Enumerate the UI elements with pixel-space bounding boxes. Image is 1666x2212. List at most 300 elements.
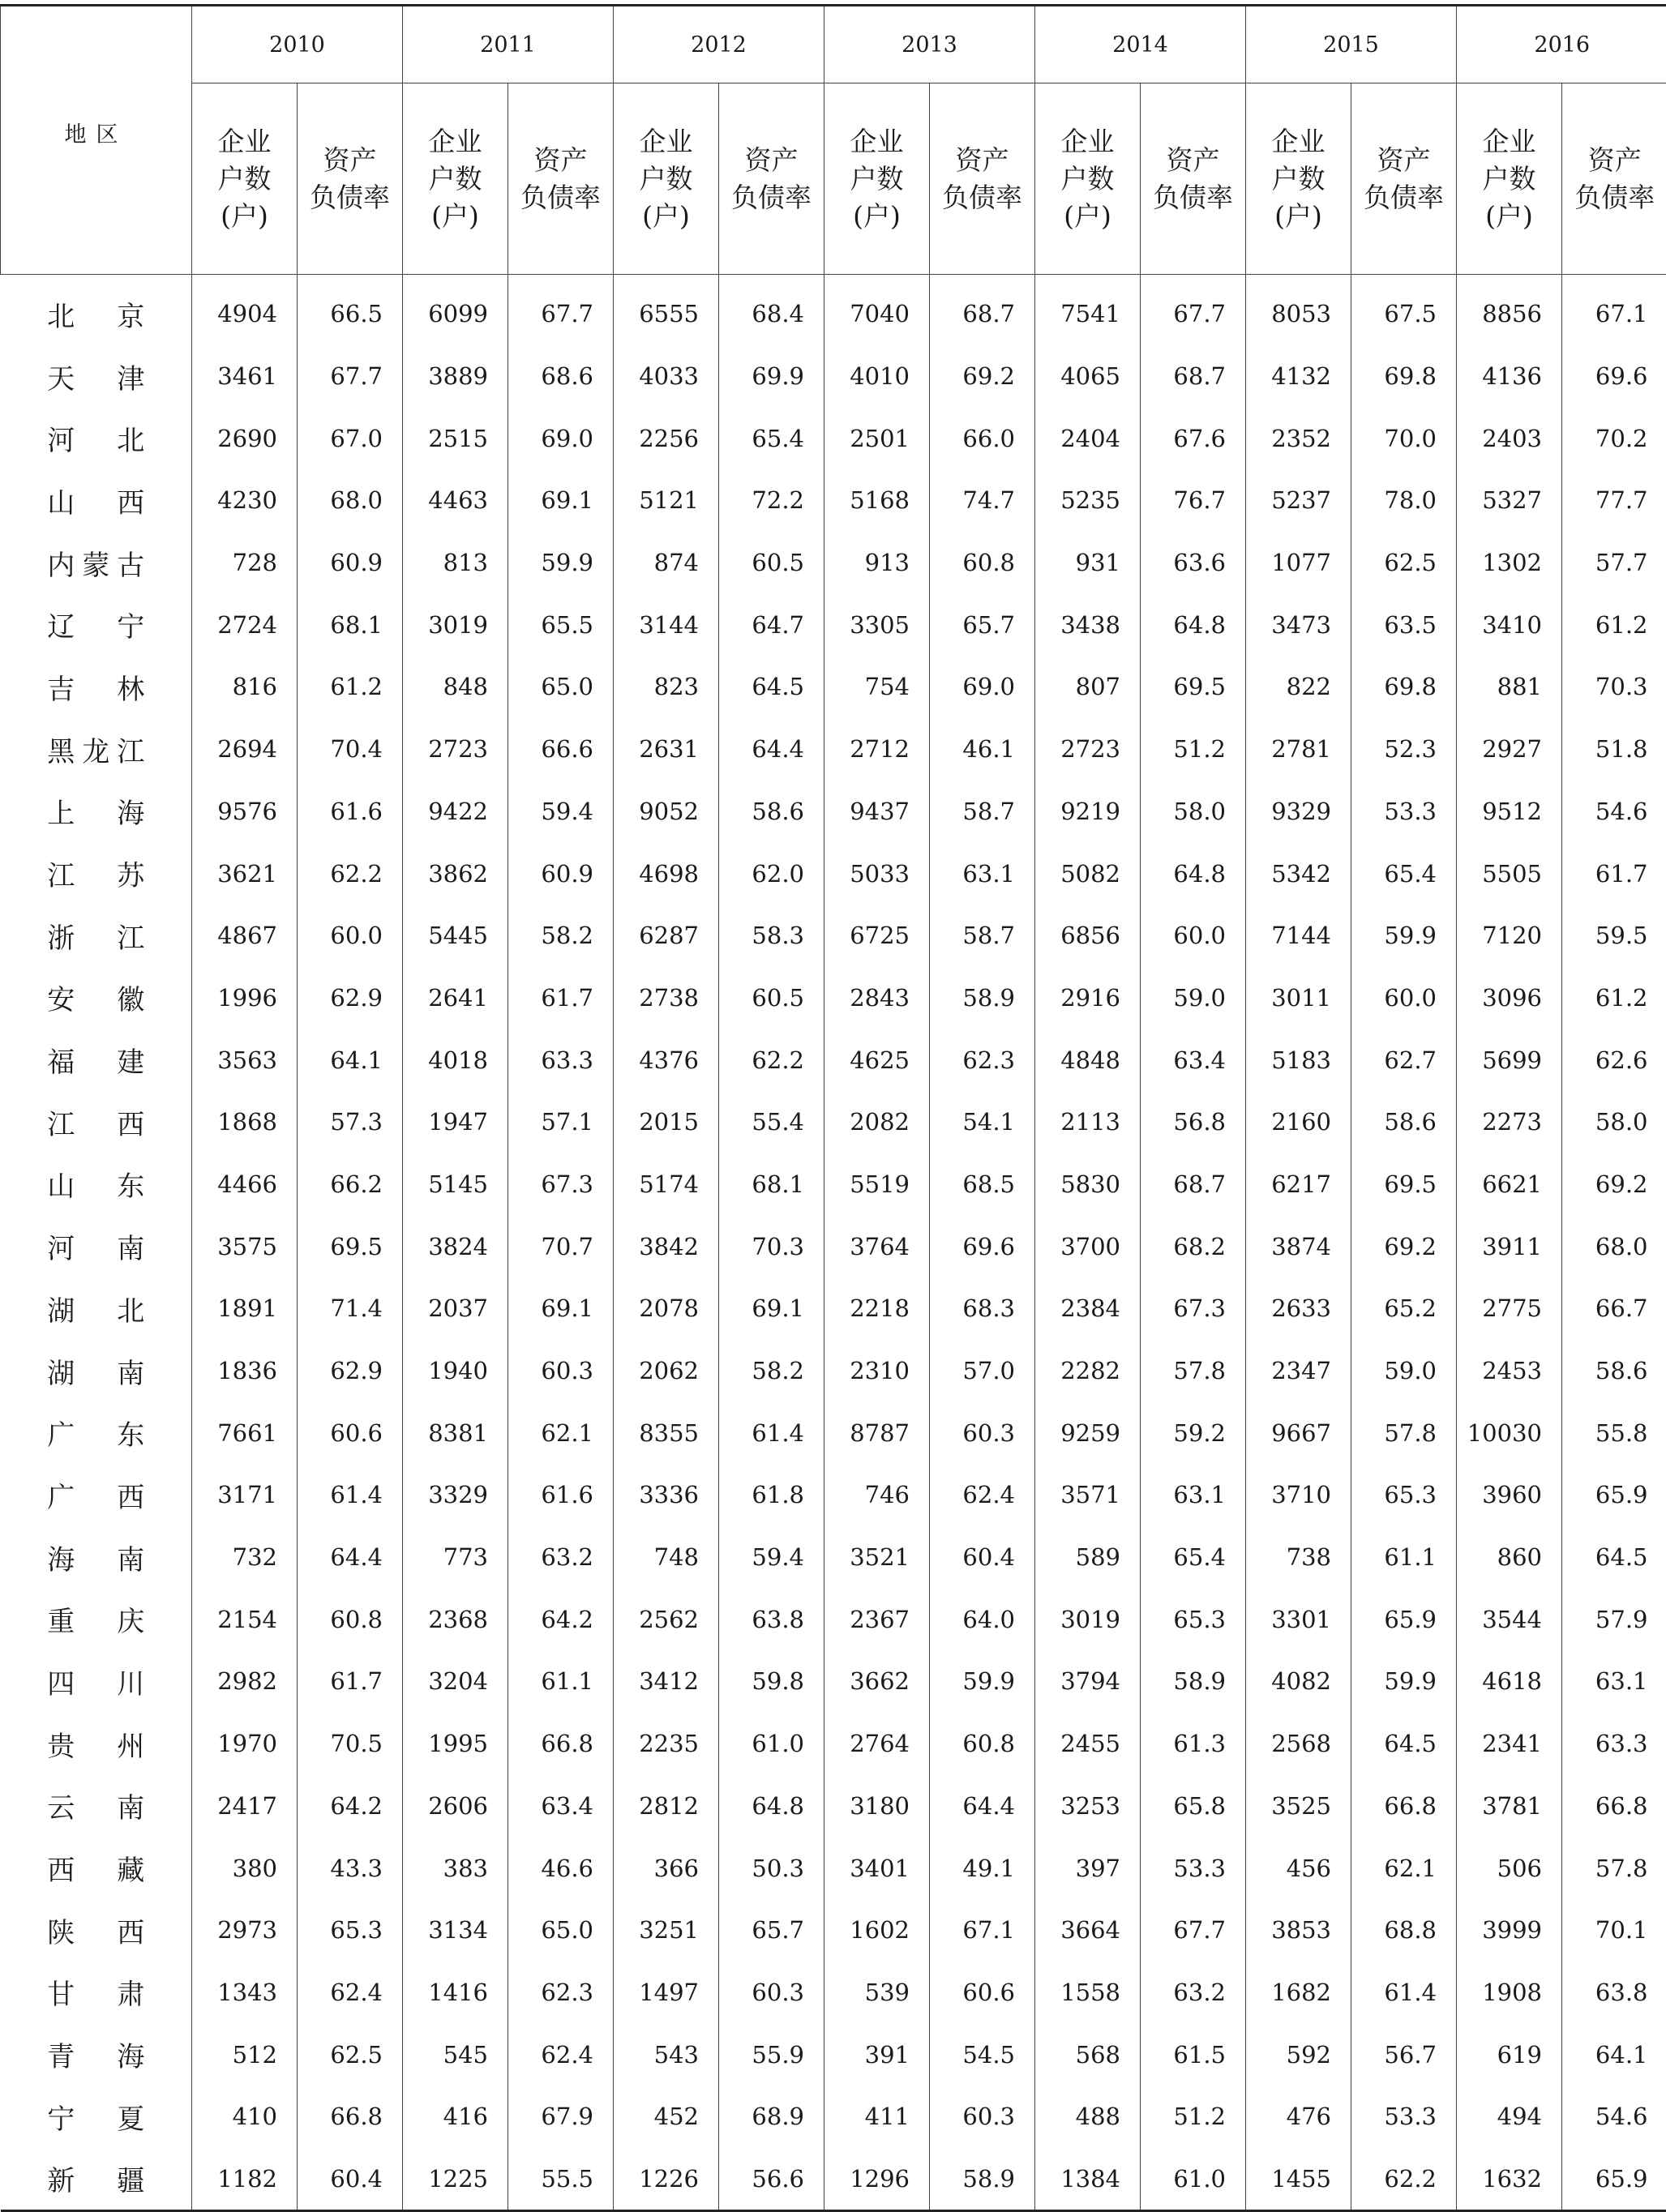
table-row [1, 781, 1666, 843]
region-name: 宁夏 [47, 2097, 144, 2137]
enterprise-count-cell: 3336 [614, 1464, 719, 1526]
debt-ratio-cell: 58.9 [930, 2148, 1035, 2211]
region-name: 江西 [47, 1102, 144, 1142]
debt-ratio-cell: 61.7 [298, 1650, 403, 1713]
enterprise-count-cell: 2015 [614, 1091, 719, 1153]
debt-ratio-cell: 77.7 [1562, 469, 1666, 532]
debt-ratio-cell: 70.3 [1562, 656, 1666, 718]
table-row [1, 1277, 1666, 1340]
enterprise-count-cell: 494 [1457, 2086, 1562, 2148]
debt-ratio-cell: 63.8 [719, 1588, 824, 1650]
table-row [1, 967, 1666, 1029]
enterprise-count-cell: 5327 [1457, 469, 1562, 532]
debt-ratio-cell: 61.0 [719, 1713, 824, 1775]
enterprise-count-cell: 2282 [1035, 1340, 1141, 1402]
enterprise-count-cell: 2256 [614, 407, 719, 469]
enterprise-count-cell: 3251 [614, 1899, 719, 1962]
enterprise-count-cell: 1908 [1457, 1962, 1562, 2024]
debt-ratio-cell: 62.6 [1562, 1029, 1666, 1091]
header-line: 户数 [1039, 160, 1137, 198]
header-line: 户数 [1460, 160, 1558, 198]
enterprise-count-cell: 2641 [403, 967, 508, 1029]
enterprise-count-cell: 1416 [403, 1962, 508, 2024]
debt-ratio-cell: 53.3 [1141, 1837, 1246, 1899]
region-cell [1, 1775, 192, 1838]
debt-ratio-header [298, 83, 403, 275]
region-cell [1, 1340, 192, 1402]
debt-ratio-cell: 67.6 [1141, 407, 1246, 469]
enterprise-count-cell: 4230 [192, 469, 298, 532]
enterprise-count-cell: 2738 [614, 967, 719, 1029]
debt-ratio-cell: 50.3 [719, 1837, 824, 1899]
debt-ratio-cell: 66.5 [298, 275, 403, 345]
year-header: 2013 [824, 6, 1035, 83]
header-line: 企业 [1039, 123, 1137, 160]
header-line: 户数 [195, 160, 293, 198]
debt-ratio-cell: 70.2 [1562, 407, 1666, 469]
enterprise-count-cell: 3438 [1035, 593, 1141, 656]
year-header: 2011 [403, 6, 614, 83]
header-line: 户数 [1249, 160, 1347, 198]
debt-ratio-cell: 54.5 [930, 2023, 1035, 2086]
enterprise-count-header [614, 83, 719, 275]
region-name: 海南 [47, 1538, 144, 1577]
region-name: 甘肃 [47, 1972, 144, 2012]
enterprise-count-cell: 7661 [192, 1401, 298, 1464]
enterprise-count-cell: 773 [403, 1526, 508, 1589]
enterprise-count-cell: 3301 [1246, 1588, 1351, 1650]
enterprise-count-cell: 5235 [1035, 469, 1141, 532]
enterprise-count-cell: 2633 [1246, 1277, 1351, 1340]
enterprise-count-cell: 4136 [1457, 345, 1562, 408]
region-cell [1, 842, 192, 905]
table-row [1, 1713, 1666, 1775]
debt-ratio-cell: 60.8 [930, 1713, 1035, 1775]
debt-ratio-cell: 58.3 [719, 905, 824, 967]
table-row [1, 718, 1666, 781]
debt-ratio-cell: 61.5 [1141, 2023, 1246, 2086]
enterprise-count-cell: 2403 [1457, 407, 1562, 469]
header-line: (户) [1249, 198, 1347, 235]
enterprise-count-cell: 9512 [1457, 781, 1562, 843]
debt-ratio-cell: 65.8 [1141, 1775, 1246, 1838]
table-row [1, 905, 1666, 967]
enterprise-count-cell: 4466 [192, 1153, 298, 1216]
debt-ratio-cell: 65.2 [1351, 1277, 1457, 1340]
region-name: 福建 [47, 1040, 144, 1080]
debt-ratio-cell: 62.4 [930, 1464, 1035, 1526]
table-row [1, 1962, 1666, 2024]
enterprise-count-cell: 2235 [614, 1713, 719, 1775]
header-line: 企业 [1249, 123, 1347, 160]
enterprise-count-cell: 8787 [824, 1401, 930, 1464]
debt-ratio-cell: 68.7 [1141, 1153, 1246, 1216]
enterprise-count-cell: 5033 [824, 842, 930, 905]
enterprise-count-cell: 2455 [1035, 1713, 1141, 1775]
debt-ratio-cell: 60.8 [298, 1588, 403, 1650]
region-cell [1, 532, 192, 594]
debt-ratio-cell: 67.7 [1141, 1899, 1246, 1962]
region-cell [1, 1153, 192, 1216]
debt-ratio-cell: 61.6 [508, 1464, 614, 1526]
enterprise-count-cell: 1891 [192, 1277, 298, 1340]
region-cell [1, 1215, 192, 1277]
debt-ratio-cell: 53.3 [1351, 781, 1457, 843]
debt-ratio-cell: 66.7 [1562, 1277, 1666, 1340]
debt-ratio-cell: 65.3 [1141, 1588, 1246, 1650]
enterprise-count-cell: 592 [1246, 2023, 1351, 2086]
enterprise-count-cell: 3999 [1457, 1899, 1562, 1962]
region-cell [1, 593, 192, 656]
debt-ratio-cell: 70.0 [1351, 407, 1457, 469]
debt-ratio-cell: 65.5 [508, 593, 614, 656]
enterprise-count-cell: 3853 [1246, 1899, 1351, 1962]
debt-ratio-cell: 64.2 [298, 1775, 403, 1838]
enterprise-count-cell: 6555 [614, 275, 719, 345]
enterprise-count-cell: 2973 [192, 1899, 298, 1962]
table-header [1, 6, 1666, 275]
table-row [1, 1340, 1666, 1402]
enterprise-count-cell: 2078 [614, 1277, 719, 1340]
enterprise-count-cell: 1940 [403, 1340, 508, 1402]
header-line: 资产 [933, 142, 1031, 179]
table-row [1, 532, 1666, 594]
header-line: 资产 [512, 142, 610, 179]
enterprise-count-cell: 1226 [614, 2148, 719, 2211]
debt-ratio-cell: 65.3 [298, 1899, 403, 1962]
debt-ratio-cell: 63.1 [930, 842, 1035, 905]
enterprise-count-cell: 2218 [824, 1277, 930, 1340]
enterprise-count-cell: 1077 [1246, 532, 1351, 594]
enterprise-count-cell: 2712 [824, 718, 930, 781]
enterprise-count-cell: 506 [1457, 1837, 1562, 1899]
enterprise-count-cell: 3461 [192, 345, 298, 408]
enterprise-count-cell: 5168 [824, 469, 930, 532]
enterprise-count-cell: 2367 [824, 1588, 930, 1650]
enterprise-count-cell: 4082 [1246, 1650, 1351, 1713]
enterprise-count-cell: 807 [1035, 656, 1141, 718]
debt-ratio-cell: 58.6 [1351, 1091, 1457, 1153]
enterprise-count-cell: 748 [614, 1526, 719, 1589]
debt-ratio-cell: 67.3 [1141, 1277, 1246, 1340]
debt-ratio-cell: 61.4 [298, 1464, 403, 1526]
enterprise-count-cell: 2631 [614, 718, 719, 781]
debt-ratio-cell: 60.9 [298, 532, 403, 594]
header-line: 负债率 [1565, 179, 1664, 216]
enterprise-count-header [824, 83, 930, 275]
debt-ratio-cell: 54.6 [1562, 2086, 1666, 2148]
debt-ratio-cell: 63.2 [1141, 1962, 1246, 2024]
region-name: 河北 [47, 418, 144, 458]
table-row [1, 1153, 1666, 1216]
enterprise-count-cell: 411 [824, 2086, 930, 2148]
debt-ratio-cell: 58.9 [930, 967, 1035, 1029]
region-name: 广东 [47, 1413, 144, 1453]
enterprise-count-cell: 3874 [1246, 1215, 1351, 1277]
enterprise-count-cell: 2384 [1035, 1277, 1141, 1340]
enterprise-count-cell: 2082 [824, 1091, 930, 1153]
debt-ratio-cell: 62.4 [298, 1962, 403, 2024]
debt-ratio-cell: 67.1 [1562, 275, 1666, 345]
debt-ratio-cell: 64.5 [719, 656, 824, 718]
debt-ratio-cell: 67.5 [1351, 275, 1457, 345]
enterprise-count-cell: 3521 [824, 1526, 930, 1589]
debt-ratio-cell: 59.9 [1351, 1650, 1457, 1713]
region-cell [1, 1713, 192, 1775]
enterprise-count-cell: 1343 [192, 1962, 298, 2024]
enterprise-count-cell: 4010 [824, 345, 930, 408]
enterprise-count-cell: 6217 [1246, 1153, 1351, 1216]
region-cell [1, 2086, 192, 2148]
debt-ratio-cell: 65.9 [1351, 1588, 1457, 1650]
debt-ratio-cell: 60.3 [930, 1401, 1035, 1464]
debt-ratio-header [1141, 83, 1246, 275]
debt-ratio-cell: 64.5 [1562, 1526, 1666, 1589]
debt-ratio-cell: 69.8 [1351, 345, 1457, 408]
header-line: 资产 [722, 142, 820, 179]
debt-ratio-cell: 62.2 [719, 1029, 824, 1091]
region-cell [1, 1650, 192, 1713]
debt-ratio-cell: 62.0 [719, 842, 824, 905]
enterprise-count-cell: 848 [403, 656, 508, 718]
region-name: 山东 [47, 1164, 144, 1204]
header-line: 企业 [406, 123, 504, 160]
region-cell [1, 1837, 192, 1899]
region-name: 山西 [47, 481, 144, 520]
enterprise-count-cell: 1384 [1035, 2148, 1141, 2211]
enterprise-count-cell: 2927 [1457, 718, 1562, 781]
debt-ratio-cell: 60.6 [930, 1962, 1035, 2024]
enterprise-count-cell: 3621 [192, 842, 298, 905]
region-cell [1, 2023, 192, 2086]
table-row [1, 1837, 1666, 1899]
enterprise-count-cell: 7144 [1246, 905, 1351, 967]
debt-ratio-cell: 71.4 [298, 1277, 403, 1340]
debt-ratio-cell: 65.4 [1141, 1526, 1246, 1589]
header-line: 资产 [1144, 142, 1242, 179]
debt-ratio-cell: 56.7 [1351, 2023, 1457, 2086]
enterprise-count-cell: 860 [1457, 1526, 1562, 1589]
debt-ratio-cell: 67.0 [298, 407, 403, 469]
debt-ratio-cell: 62.2 [1351, 2148, 1457, 2211]
year-header: 2014 [1035, 6, 1246, 83]
enterprise-count-cell: 4132 [1246, 345, 1351, 408]
debt-ratio-cell: 55.9 [719, 2023, 824, 2086]
debt-ratio-header [508, 83, 614, 275]
debt-ratio-cell: 65.9 [1562, 1464, 1666, 1526]
enterprise-count-cell: 823 [614, 656, 719, 718]
year-header: 2010 [192, 6, 403, 83]
enterprise-count-cell: 9219 [1035, 781, 1141, 843]
enterprise-count-cell: 3473 [1246, 593, 1351, 656]
region-name: 上海 [47, 791, 144, 831]
enterprise-count-cell: 813 [403, 532, 508, 594]
debt-ratio-cell: 58.2 [508, 905, 614, 967]
debt-ratio-cell: 59.9 [508, 532, 614, 594]
enterprise-count-cell: 1602 [824, 1899, 930, 1962]
debt-ratio-cell: 57.1 [508, 1091, 614, 1153]
enterprise-count-cell: 913 [824, 532, 930, 594]
debt-ratio-cell: 65.0 [508, 656, 614, 718]
debt-ratio-cell: 64.4 [930, 1775, 1035, 1838]
enterprise-count-cell: 738 [1246, 1526, 1351, 1589]
enterprise-count-cell: 2775 [1457, 1277, 1562, 1340]
header-line: 资产 [301, 142, 399, 179]
enterprise-count-cell: 3329 [403, 1464, 508, 1526]
debt-ratio-cell: 65.7 [719, 1899, 824, 1962]
header-line: 负债率 [301, 179, 399, 216]
enterprise-count-cell: 4867 [192, 905, 298, 967]
debt-ratio-cell: 64.7 [719, 593, 824, 656]
enterprise-count-cell: 2347 [1246, 1340, 1351, 1402]
region-cell [1, 1464, 192, 1526]
enterprise-count-cell: 1947 [403, 1091, 508, 1153]
enterprise-count-cell: 383 [403, 1837, 508, 1899]
enterprise-count-cell: 568 [1035, 2023, 1141, 2086]
debt-ratio-cell: 69.1 [508, 469, 614, 532]
region-name: 新疆 [47, 2159, 144, 2198]
debt-ratio-cell: 64.0 [930, 1588, 1035, 1650]
debt-ratio-cell: 62.2 [298, 842, 403, 905]
enterprise-count-cell: 3842 [614, 1215, 719, 1277]
debt-ratio-cell: 69.0 [508, 407, 614, 469]
debt-ratio-cell: 67.1 [930, 1899, 1035, 1962]
enterprise-count-cell: 1836 [192, 1340, 298, 1402]
enterprise-count-cell: 6099 [403, 275, 508, 345]
debt-ratio-cell: 60.5 [719, 967, 824, 1029]
enterprise-count-cell: 4018 [403, 1029, 508, 1091]
enterprise-count-cell: 816 [192, 656, 298, 718]
region-cell [1, 1091, 192, 1153]
debt-ratio-cell: 76.7 [1141, 469, 1246, 532]
debt-ratio-cell: 66.8 [1562, 1775, 1666, 1838]
enterprise-count-cell: 4625 [824, 1029, 930, 1091]
enterprise-count-cell: 2062 [614, 1340, 719, 1402]
debt-ratio-cell: 69.2 [930, 345, 1035, 408]
debt-ratio-cell: 61.7 [508, 967, 614, 1029]
debt-ratio-cell: 54.1 [930, 1091, 1035, 1153]
debt-ratio-cell: 58.2 [719, 1340, 824, 1402]
debt-ratio-cell: 57.8 [1141, 1340, 1246, 1402]
enterprise-count-cell: 488 [1035, 2086, 1141, 2148]
region-column-header: 地区 [1, 6, 192, 275]
debt-ratio-cell: 61.2 [298, 656, 403, 718]
debt-ratio-cell: 59.0 [1351, 1340, 1457, 1402]
region-name: 河南 [47, 1226, 144, 1266]
enterprise-count-cell: 3563 [192, 1029, 298, 1091]
debt-ratio-cell: 55.8 [1562, 1401, 1666, 1464]
debt-ratio-cell: 59.8 [719, 1650, 824, 1713]
debt-ratio-cell: 64.8 [719, 1775, 824, 1838]
debt-ratio-cell: 64.8 [1141, 593, 1246, 656]
header-line: 企业 [617, 123, 715, 160]
enterprise-count-cell: 4618 [1457, 1650, 1562, 1713]
debt-ratio-cell: 67.9 [508, 2086, 614, 2148]
enterprise-count-cell: 874 [614, 532, 719, 594]
enterprise-count-cell: 397 [1035, 1837, 1141, 1899]
enterprise-count-cell: 1970 [192, 1713, 298, 1775]
debt-ratio-cell: 67.7 [1141, 275, 1246, 345]
region-name: 四川 [47, 1662, 144, 1701]
debt-ratio-cell: 56.8 [1141, 1091, 1246, 1153]
enterprise-count-cell: 3134 [403, 1899, 508, 1962]
enterprise-count-cell: 9667 [1246, 1401, 1351, 1464]
debt-ratio-cell: 65.4 [1351, 842, 1457, 905]
year-header: 2016 [1457, 6, 1666, 83]
enterprise-count-cell: 7120 [1457, 905, 1562, 967]
debt-ratio-cell: 62.1 [508, 1401, 614, 1464]
debt-ratio-cell: 55.4 [719, 1091, 824, 1153]
enterprise-count-cell: 5519 [824, 1153, 930, 1216]
enterprise-count-cell: 9259 [1035, 1401, 1141, 1464]
region-cell [1, 905, 192, 967]
debt-ratio-cell: 63.8 [1562, 1962, 1666, 2024]
enterprise-count-cell: 4904 [192, 275, 298, 345]
region-name: 江苏 [47, 854, 144, 893]
region-name: 湖北 [47, 1289, 144, 1328]
enterprise-count-cell: 5830 [1035, 1153, 1141, 1216]
debt-ratio-cell: 69.1 [508, 1277, 614, 1340]
header-line: 户数 [617, 160, 715, 198]
debt-ratio-cell: 58.7 [930, 905, 1035, 967]
header-line: 负债率 [512, 179, 610, 216]
enterprise-count-cell: 2453 [1457, 1340, 1562, 1402]
debt-ratio-cell: 60.4 [298, 2148, 403, 2211]
enterprise-count-cell: 881 [1457, 656, 1562, 718]
debt-ratio-cell: 61.8 [719, 1464, 824, 1526]
debt-ratio-cell: 69.5 [1141, 656, 1246, 718]
header-line: (户) [828, 198, 926, 235]
enterprise-count-cell: 3664 [1035, 1899, 1141, 1962]
debt-ratio-cell: 63.5 [1351, 593, 1457, 656]
data-table [0, 4, 1666, 2212]
enterprise-count-cell: 2982 [192, 1650, 298, 1713]
header-line: 负债率 [933, 179, 1031, 216]
debt-ratio-cell: 63.4 [508, 1775, 614, 1838]
enterprise-count-cell: 5699 [1457, 1029, 1562, 1091]
enterprise-count-cell: 3862 [403, 842, 508, 905]
enterprise-count-cell: 5174 [614, 1153, 719, 1216]
enterprise-count-cell: 3171 [192, 1464, 298, 1526]
debt-ratio-cell: 66.8 [1351, 1775, 1457, 1838]
debt-ratio-cell: 63.3 [508, 1029, 614, 1091]
debt-ratio-cell: 60.8 [930, 532, 1035, 594]
region-cell [1, 1588, 192, 1650]
enterprise-count-cell: 5082 [1035, 842, 1141, 905]
debt-ratio-cell: 60.5 [719, 532, 824, 594]
region-cell [1, 469, 192, 532]
region-name: 重庆 [47, 1599, 144, 1639]
enterprise-count-cell: 4848 [1035, 1029, 1141, 1091]
year-header-row [1, 6, 1666, 83]
enterprise-count-cell: 2694 [192, 718, 298, 781]
table-row [1, 842, 1666, 905]
enterprise-count-cell: 5445 [403, 905, 508, 967]
debt-ratio-cell: 68.1 [298, 593, 403, 656]
enterprise-count-cell: 5183 [1246, 1029, 1351, 1091]
table-row [1, 2148, 1666, 2211]
debt-ratio-cell: 64.5 [1351, 1713, 1457, 1775]
enterprise-count-cell: 2368 [403, 1588, 508, 1650]
enterprise-count-cell: 3710 [1246, 1464, 1351, 1526]
debt-ratio-cell: 78.0 [1351, 469, 1457, 532]
enterprise-count-cell: 2501 [824, 407, 930, 469]
region-name: 安徽 [47, 978, 144, 1017]
debt-ratio-cell: 70.1 [1562, 1899, 1666, 1962]
enterprise-count-cell: 2160 [1246, 1091, 1351, 1153]
table-row [1, 1526, 1666, 1589]
debt-ratio-cell: 69.5 [1351, 1153, 1457, 1216]
